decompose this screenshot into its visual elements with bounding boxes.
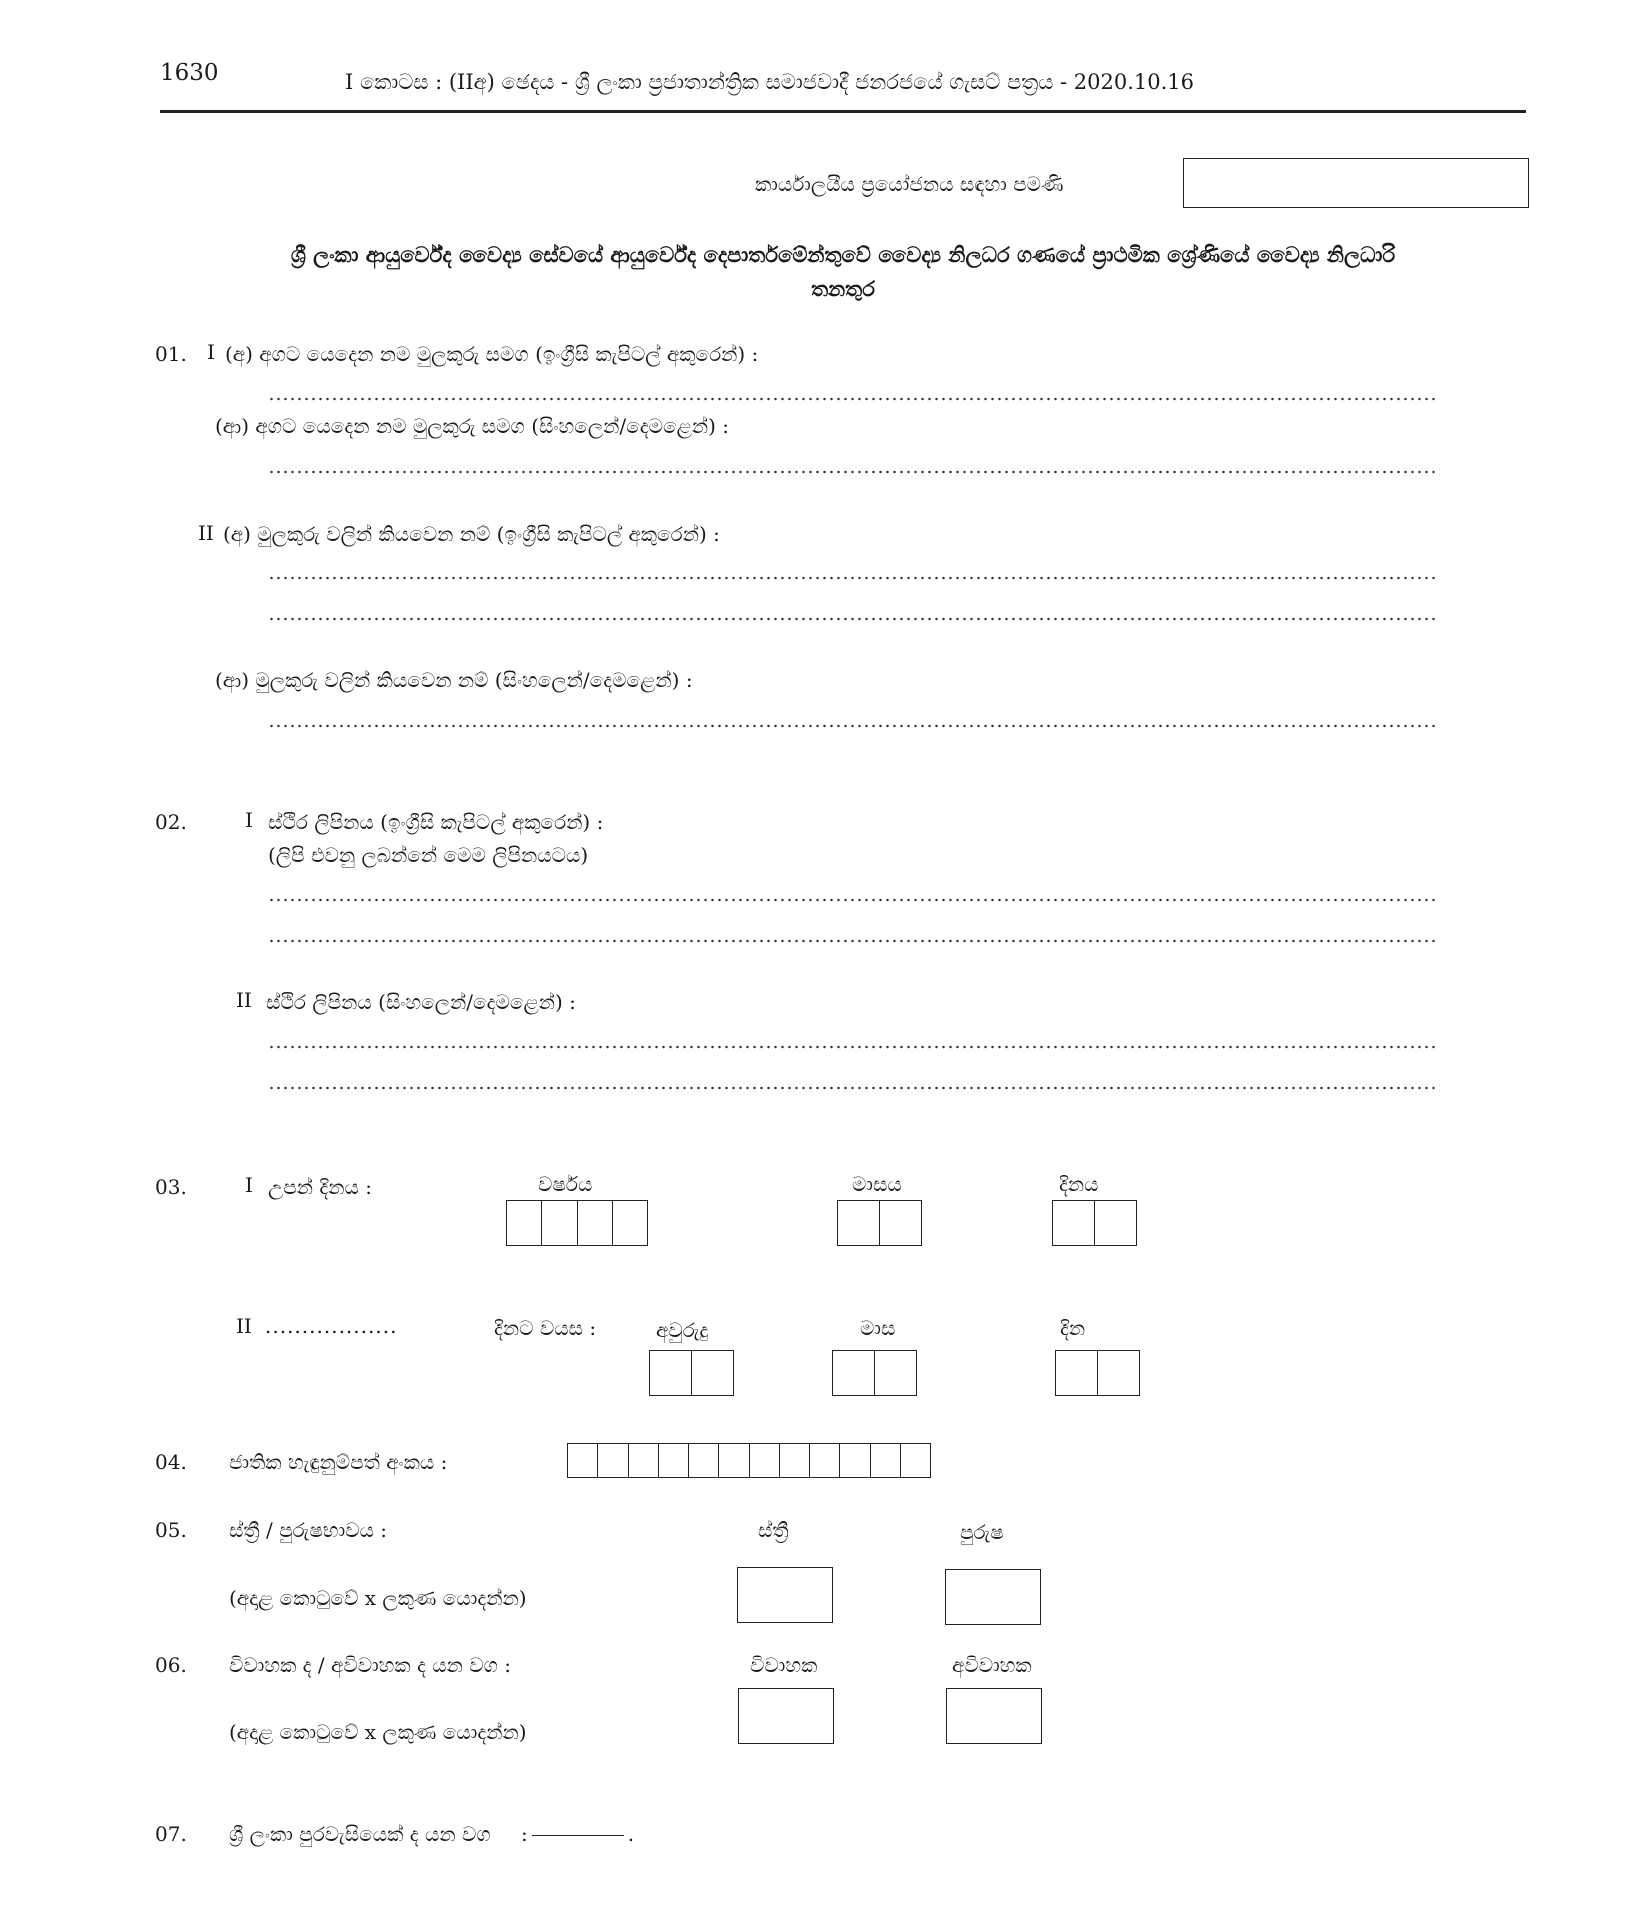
q01-i-aa-label: (ආ) අගට යෙදෙන නම මුලකුරු සමග (සිංහලෙන්/දෙමළෙන්) : xyxy=(215,414,729,438)
digit-box[interactable] xyxy=(542,1201,577,1245)
q05-number: 05. xyxy=(155,1518,187,1542)
q01-number: 01. xyxy=(155,342,187,366)
q06-number: 06. xyxy=(155,1653,187,1677)
q05-male-checkbox[interactable] xyxy=(945,1569,1041,1625)
office-use-box[interactable] xyxy=(1183,158,1529,208)
q01-i-a-label: (අ) අගට යෙදෙන නම මුලකුරු සමග (ඉංග්‍රීසි කැපිටල් අකුරෙන්) : xyxy=(225,342,759,366)
q06-instruction: (අදාළ කොටුවේ x ලකුණ යොදන්න) xyxy=(229,1720,527,1744)
q05-female-label: ස්ත්‍රී xyxy=(758,1518,789,1542)
q07-end-mark: . xyxy=(627,1822,635,1846)
q06-marital-label: විවාහක ද / අවිවාහක ද යන වග : xyxy=(229,1653,511,1677)
q02-ii-fill-line-2[interactable] xyxy=(268,1086,1438,1090)
digit-box[interactable] xyxy=(1095,1201,1136,1245)
q03-ii-marker: II xyxy=(236,1314,252,1338)
q06-married-label: විවාහක xyxy=(750,1653,818,1677)
digit-box[interactable] xyxy=(875,1351,916,1395)
digit-box[interactable] xyxy=(838,1201,880,1245)
digit-box[interactable] xyxy=(780,1444,810,1477)
digit-box[interactable] xyxy=(692,1351,733,1395)
office-use-label: කාර්යාලයීය ප්‍රයෝජනය සඳහා පමණි xyxy=(755,172,1064,196)
header-rule xyxy=(160,110,1526,113)
digit-box[interactable] xyxy=(810,1444,840,1477)
page-number: 1630 xyxy=(160,60,219,86)
q03-month-boxes[interactable] xyxy=(837,1200,922,1246)
q03-year-boxes[interactable] xyxy=(506,1200,648,1246)
digit-box[interactable] xyxy=(629,1444,659,1477)
digit-box[interactable] xyxy=(650,1351,692,1395)
digit-box[interactable] xyxy=(689,1444,719,1477)
digit-box[interactable] xyxy=(1056,1351,1098,1395)
q02-ii-marker: II xyxy=(236,988,252,1012)
q05-instruction: (අදාළ කොටුවේ x ලකුණ යොදන්න) xyxy=(229,1586,527,1610)
q03-i-marker: I xyxy=(245,1173,253,1197)
q01-ii-aa-fill-line[interactable] xyxy=(268,724,1438,728)
form-title-line1: ශ්‍රී ලංකා ආයුර්වේද වෛද්‍ය සේවයේ ආයුර්වේද දෙපාර්තමේන්තුවේ වෛද්‍ය නිලධර ගණයේ ප්‍රාථමික ශ්‍රේණියේ වෛද්‍ය නිලධාරි xyxy=(290,242,1396,267)
digit-box[interactable] xyxy=(613,1201,647,1245)
q07-citizenship-row xyxy=(229,1822,634,1846)
q02-ii-fill-line-1[interactable] xyxy=(268,1045,1438,1049)
q07-colon: : xyxy=(521,1822,528,1846)
q02-i-marker: I xyxy=(245,808,253,832)
q06-married-checkbox[interactable] xyxy=(738,1688,834,1744)
form-title-line2: තනතුර xyxy=(811,276,875,301)
digit-box[interactable] xyxy=(598,1444,628,1477)
digit-box[interactable] xyxy=(871,1444,901,1477)
q01-ii-a-fill-line-1[interactable] xyxy=(268,576,1438,580)
q03-year-label: වර්ෂය xyxy=(538,1172,593,1196)
q06-unmarried-checkbox[interactable] xyxy=(946,1688,1042,1744)
digit-box[interactable] xyxy=(507,1201,542,1245)
q03-day-boxes[interactable] xyxy=(1052,1200,1137,1246)
q01-i-aa-fill-line[interactable] xyxy=(268,470,1438,474)
q01-ii-a-label: (අ) මුලකුරු වලින් කියවෙන නම් (ඉංග්‍රීසි කැපිටල් අකුරෙන්) : xyxy=(223,522,720,546)
gazette-header: I කොටස : (IIඅ) ඡෙදය - ශ්‍රී ලංකා ප්‍රජාතාන්ත්‍රික සමාජවාදී ජනරජයේ ගැසට් පත්‍රය - 2020.10.16 xyxy=(345,70,1195,94)
q03-day-label: දිනය xyxy=(1059,1172,1099,1196)
digit-box[interactable] xyxy=(901,1444,930,1477)
digit-box[interactable] xyxy=(840,1444,870,1477)
q04-number: 04. xyxy=(155,1450,187,1474)
q03-age-years-boxes[interactable] xyxy=(649,1350,734,1396)
digit-box[interactable] xyxy=(750,1444,780,1477)
q07-number: 07. xyxy=(155,1822,187,1846)
q03-ii-date-blank[interactable]: .................. xyxy=(265,1314,398,1338)
q02-ii-label: ස්ථිර ලිපිනය (සිංහලෙන්/දෙමළෙන්) : xyxy=(266,990,576,1014)
digit-box[interactable] xyxy=(1098,1351,1139,1395)
digit-box[interactable] xyxy=(1053,1201,1095,1245)
q07-citizenship-label: ශ්‍රී ලංකා පුරවැසියෙක් ද යන වග xyxy=(229,1822,491,1846)
q03-month-label: මාසය xyxy=(852,1172,902,1196)
q03-days-label: දින xyxy=(1060,1316,1086,1340)
q02-i-fill-line-2[interactable] xyxy=(268,939,1438,943)
q03-age-days-boxes[interactable] xyxy=(1055,1350,1140,1396)
digit-box[interactable] xyxy=(568,1444,598,1477)
q02-i-note: (ලිපි එවනු ලබන්නේ මෙම ලිපිනයටය) xyxy=(268,843,589,867)
digit-box[interactable] xyxy=(659,1444,689,1477)
q03-age-months-boxes[interactable] xyxy=(832,1350,917,1396)
digit-box[interactable] xyxy=(719,1444,749,1477)
q01-i-a-fill-line[interactable] xyxy=(268,397,1438,401)
q04-nic-boxes[interactable] xyxy=(567,1443,931,1478)
digit-box[interactable] xyxy=(833,1351,875,1395)
q07-answer-line[interactable] xyxy=(532,1835,624,1836)
q03-birthdate-label: උපන් දිනය : xyxy=(268,1175,372,1199)
q03-age-label: දිනට වයස : xyxy=(494,1316,597,1340)
q02-i-label: ස්ථිර ලිපිනය (ඉංග්‍රීසි කැපිටල් අකුරෙන්) : xyxy=(268,810,604,834)
q05-gender-label: ස්ත්‍රී / පුරුෂභාවය : xyxy=(229,1518,388,1542)
digit-box[interactable] xyxy=(880,1201,921,1245)
q03-months-label: මාස xyxy=(860,1316,896,1340)
q06-unmarried-label: අවිවාහක xyxy=(952,1653,1032,1677)
q04-nic-label: ජාතික හැඳුනුම්පත් අංකය : xyxy=(229,1450,448,1474)
q03-years-label: අවුරුදු xyxy=(656,1318,709,1342)
q01-ii-marker: II xyxy=(198,521,214,545)
q01-ii-aa-label: (ආ) මුලකුරු වලින් කියවෙන නම් (සිංහලෙන්/දෙමළෙන්) : xyxy=(215,668,693,692)
q05-female-checkbox[interactable] xyxy=(737,1567,833,1623)
q02-number: 02. xyxy=(155,810,187,834)
q05-male-label: පුරුෂ xyxy=(960,1520,1004,1544)
q01-ii-a-fill-line-2[interactable] xyxy=(268,617,1438,621)
q03-number: 03. xyxy=(155,1175,187,1199)
q01-i-marker: I xyxy=(207,340,215,364)
digit-box[interactable] xyxy=(578,1201,613,1245)
q02-i-fill-line-1[interactable] xyxy=(268,898,1438,902)
